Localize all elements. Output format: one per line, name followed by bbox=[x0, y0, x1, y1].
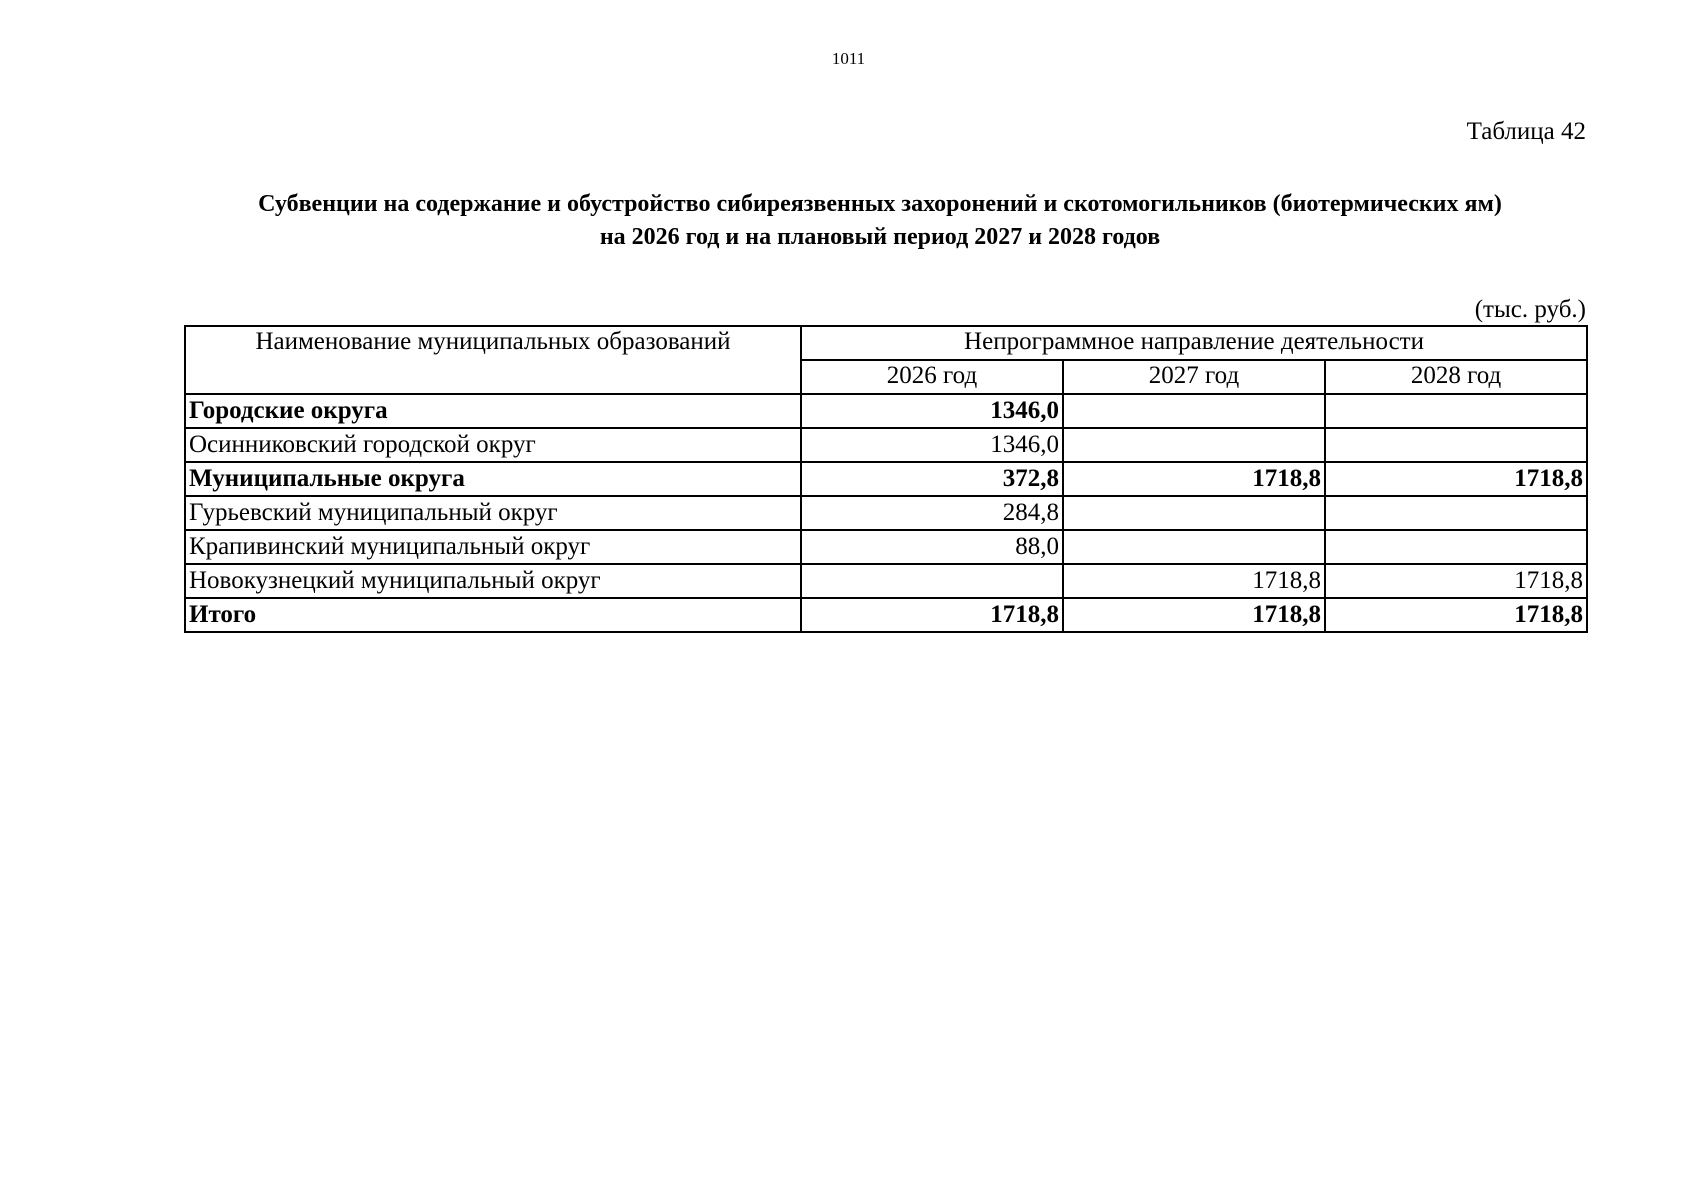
value-2026: 372,8 bbox=[801, 462, 1063, 496]
header-year-2028: 2028 год bbox=[1325, 360, 1587, 394]
value-2026: 88,0 bbox=[801, 530, 1063, 564]
row-name: Муниципальные округа bbox=[185, 462, 801, 496]
value-2028 bbox=[1325, 394, 1587, 428]
value-2028 bbox=[1325, 496, 1587, 530]
value-2026 bbox=[801, 564, 1063, 598]
table-row-osinniki bbox=[185, 428, 1587, 462]
table-label: Таблица 42 bbox=[1466, 118, 1586, 145]
table-row-total bbox=[185, 598, 1587, 632]
page-number: 1011 bbox=[831, 49, 866, 68]
header-nonprogram-direction: Непрограммное направление деятельности bbox=[801, 326, 1587, 360]
value-2027 bbox=[1063, 394, 1325, 428]
table-header bbox=[185, 326, 1587, 394]
value-2026: 1718,8 bbox=[801, 598, 1063, 632]
header-municipality-name: Наименование муниципальных образований bbox=[185, 326, 801, 394]
value-2027 bbox=[1063, 530, 1325, 564]
row-name: Гурьевский муниципальный округ bbox=[185, 496, 801, 530]
table-row-city-districts bbox=[185, 394, 1587, 428]
table-row-novokuznetsk bbox=[185, 564, 1587, 598]
row-name: Городские округа bbox=[185, 394, 801, 428]
units-label: (тыс. руб.) bbox=[1474, 296, 1586, 323]
row-name: Новокузнецкий муниципальный округ bbox=[185, 564, 801, 598]
value-2027: 1718,8 bbox=[1063, 462, 1325, 496]
value-2028 bbox=[1325, 428, 1587, 462]
value-2027: 1718,8 bbox=[1063, 598, 1325, 632]
row-name: Итого bbox=[185, 598, 801, 632]
value-2027 bbox=[1063, 428, 1325, 462]
table-row-krapivinsky bbox=[185, 530, 1587, 564]
document-title-line-1: Субвенции на содержание и обустройство сибиреязвенных захоронений и скотомогильников (биотермических ям) bbox=[258, 191, 1502, 217]
value-2028: 1718,8 bbox=[1325, 564, 1587, 598]
value-2027 bbox=[1063, 496, 1325, 530]
table-body bbox=[185, 394, 1587, 632]
table-row-guryevsk bbox=[185, 496, 1587, 530]
value-2028: 1718,8 bbox=[1325, 598, 1587, 632]
row-name: Крапивинский муниципальный округ bbox=[185, 530, 801, 564]
value-2026: 1346,0 bbox=[801, 394, 1063, 428]
value-2027: 1718,8 bbox=[1063, 564, 1325, 598]
subventions-table bbox=[184, 325, 1588, 633]
row-name: Осинниковский городской округ bbox=[185, 428, 801, 462]
header-year-2027: 2027 год bbox=[1063, 360, 1325, 394]
table-row-municipal-districts bbox=[185, 462, 1587, 496]
header-year-2026: 2026 год bbox=[801, 360, 1063, 394]
document-title-line-2: на 2026 год и на плановый период 2027 и 2028 годов bbox=[599, 224, 1161, 250]
value-2028: 1718,8 bbox=[1325, 462, 1587, 496]
document-title bbox=[150, 188, 1610, 254]
value-2026: 1346,0 bbox=[801, 428, 1063, 462]
value-2026: 284,8 bbox=[801, 496, 1063, 530]
value-2028 bbox=[1325, 530, 1587, 564]
